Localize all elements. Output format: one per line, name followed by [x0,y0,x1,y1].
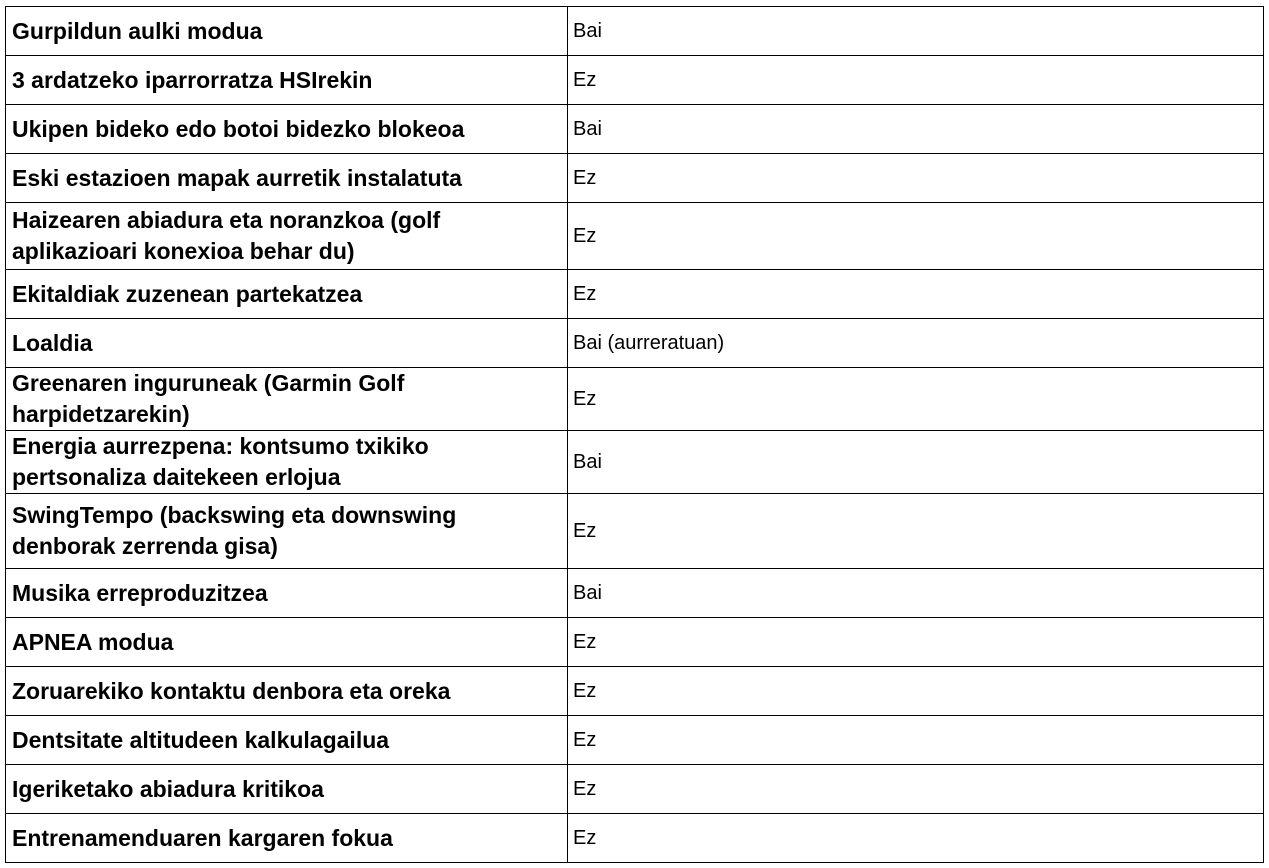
value-cell: Ez [568,270,1264,319]
feature-cell: Greenaren inguruneak (Garmin Golf harpidetzarekin) [6,368,568,431]
feature-cell: Entrenamenduaren kargaren fokua [6,814,568,863]
table-row [6,56,1264,105]
feature-cell: Eski estazioen mapak aurretik instalatuta [6,154,568,203]
table-row [6,154,1264,203]
table-row [6,494,1264,569]
value-cell: Ez [568,203,1264,270]
feature-cell: Haizearen abiadura eta noranzkoa (golf aplikazioari konexioa behar du) [6,203,568,270]
value-cell: Ez [568,56,1264,105]
feature-cell: Loaldia [6,319,568,368]
table-row [6,431,1264,494]
feature-cell: Dentsitate altitudeen kalkulagailua [6,716,568,765]
value-cell: Ez [568,765,1264,814]
table-row [6,618,1264,667]
table-row [6,105,1264,154]
feature-cell: SwingTempo (backswing eta downswing denborak zerrenda gisa) [6,494,568,569]
table-row [6,7,1264,56]
feature-cell: APNEA modua [6,618,568,667]
value-cell: Bai (aurreratuan) [568,319,1264,368]
feature-cell: Energia aurrezpena: kontsumo txikiko pertsonaliza daitekeen erlojua [6,431,568,494]
value-cell: Bai [568,105,1264,154]
feature-cell: Igeriketako abiadura kritikoa [6,765,568,814]
value-cell: Ez [568,154,1264,203]
table-body [6,7,1264,863]
table-row [6,368,1264,431]
value-cell: Bai [568,431,1264,494]
value-cell: Bai [568,569,1264,618]
feature-cell: 3 ardatzeko iparrorratza HSIrekin [6,56,568,105]
value-cell: Bai [568,7,1264,56]
feature-cell: Ekitaldiak zuzenean partekatzea [6,270,568,319]
value-cell: Ez [568,618,1264,667]
table-row [6,569,1264,618]
feature-cell: Musika erreproduzitzea [6,569,568,618]
table-row [6,667,1264,716]
table-row [6,814,1264,863]
value-cell: Ez [568,368,1264,431]
value-cell: Ez [568,814,1264,863]
feature-cell: Ukipen bideko edo botoi bidezko blokeoa [6,105,568,154]
table-row [6,765,1264,814]
feature-comparison-table [5,6,1264,863]
table-row [6,270,1264,319]
value-cell: Ez [568,716,1264,765]
value-cell: Ez [568,667,1264,716]
feature-cell: Gurpildun aulki modua [6,7,568,56]
table-row [6,203,1264,270]
feature-cell: Zoruarekiko kontaktu denbora eta oreka [6,667,568,716]
table-row [6,319,1264,368]
value-cell: Ez [568,494,1264,569]
table-row [6,716,1264,765]
